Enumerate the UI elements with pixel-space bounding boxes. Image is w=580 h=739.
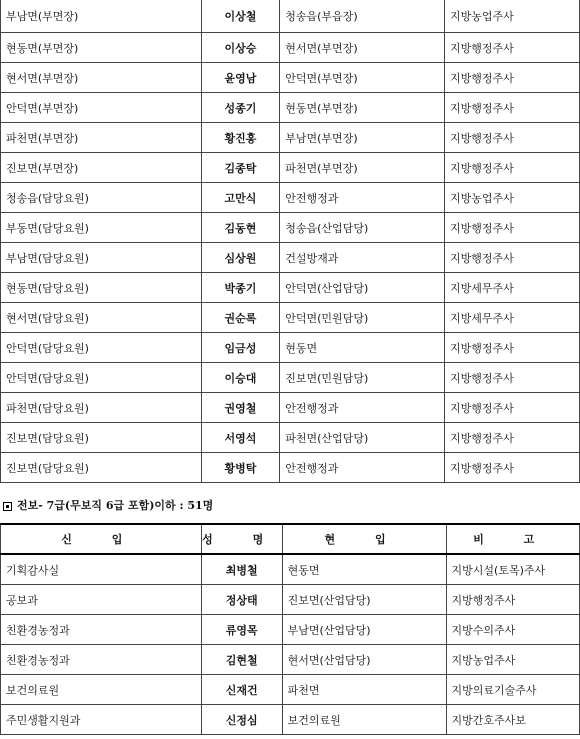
cell-new-post: 현동면(부면장): [1, 33, 202, 63]
cell-note: 지방의료기술주사: [446, 675, 579, 705]
cell-new-post: 기획감사실: [1, 554, 202, 585]
cell-current: 안덕면(민원담당): [280, 303, 445, 333]
table-row: [1, 393, 580, 423]
cell-current: 청송읍(부읍장): [280, 0, 445, 33]
cell-current: 부남면(산업담당): [282, 615, 446, 645]
header-current: 현 입: [282, 524, 446, 554]
cell-current: 안덕면(부면장): [280, 63, 445, 93]
cell-new-post: 안덕면(담당요원): [1, 363, 202, 393]
table-row: [1, 273, 580, 303]
cell-new-post: 주민생활지원과: [1, 705, 202, 735]
cell-name: 김동현: [201, 213, 280, 243]
cell-current: 파천면(산업담당): [280, 423, 445, 453]
cell-current: 파천면(부면장): [280, 153, 445, 183]
cell-note: 지방농업주사: [444, 183, 579, 213]
cell-current: 현서면(산업담당): [282, 645, 446, 675]
cell-note: 지방행정주사: [444, 213, 579, 243]
cell-new-post: 진보면(부면장): [1, 153, 202, 183]
table-row: [1, 675, 580, 705]
cell-note: 지방행정주사: [444, 123, 579, 153]
cell-name: 정상태: [201, 585, 282, 615]
header-new-post: 신 입: [1, 524, 202, 554]
cell-current: 청송읍(산업담당): [280, 213, 445, 243]
table-row: [1, 33, 580, 63]
table-row: [1, 153, 580, 183]
table-row: [1, 333, 580, 363]
cell-name: 류영목: [201, 615, 282, 645]
cell-name: 권영철: [201, 393, 280, 423]
cell-note: 지방행정주사: [444, 93, 579, 123]
cell-new-post: 진보면(담당요원): [1, 423, 202, 453]
cell-new-post: 부남면(부면장): [1, 0, 202, 33]
cell-name: 고만식: [201, 183, 280, 213]
cell-name: 임금성: [201, 333, 280, 363]
cell-new-post: 친환경농정과: [1, 645, 202, 675]
cell-note: 지방행정주사: [444, 243, 579, 273]
transfer-table-lower: [0, 523, 580, 735]
cell-new-post: 청송읍(담당요원): [1, 183, 202, 213]
cell-current: 현동면: [282, 554, 446, 585]
table-row: [1, 585, 580, 615]
cell-name: 성종기: [201, 93, 280, 123]
table-row: [1, 243, 580, 273]
cell-note: 지방농업주사: [444, 0, 579, 33]
cell-new-post: 현서면(부면장): [1, 63, 202, 93]
cell-note: 지방행정주사: [444, 363, 579, 393]
table-row: [1, 363, 580, 393]
table-row: [1, 0, 580, 33]
cell-current: 현동면: [280, 333, 445, 363]
cell-new-post: 친환경농정과: [1, 615, 202, 645]
table-row: [1, 645, 580, 675]
table-row: [1, 213, 580, 243]
cell-note: 지방세무주사: [444, 303, 579, 333]
table-row: [1, 123, 580, 153]
cell-note: 지방농업주사: [446, 645, 579, 675]
cell-new-post: 안덕면(부면장): [1, 93, 202, 123]
cell-current: 현서면(부면장): [280, 33, 445, 63]
cell-new-post: 안덕면(담당요원): [1, 333, 202, 363]
cell-name: 신정심: [201, 705, 282, 735]
cell-note: 지방시설(토목)주사: [446, 554, 579, 585]
cell-current: 현동면(부면장): [280, 93, 445, 123]
cell-current: 보건의료원: [282, 705, 446, 735]
table-row: [1, 423, 580, 453]
table-row: [1, 615, 580, 645]
cell-name: 최병철: [201, 554, 282, 585]
square-bullet-icon: [3, 502, 12, 511]
cell-current: 안전행정과: [280, 183, 445, 213]
cell-name: 김종탁: [201, 153, 280, 183]
cell-note: 지방행정주사: [444, 453, 579, 483]
cell-note: 지방행정주사: [444, 63, 579, 93]
cell-current: 안전행정과: [280, 393, 445, 423]
table-row: [1, 303, 580, 333]
cell-name: 권순록: [201, 303, 280, 333]
header-name: 성 명: [201, 524, 282, 554]
cell-note: 지방수의주사: [446, 615, 579, 645]
cell-note: 지방세무주사: [444, 273, 579, 303]
table-row: [1, 63, 580, 93]
cell-name: 황병탁: [201, 453, 280, 483]
table-header-row: [1, 524, 580, 554]
cell-current: 부남면(부면장): [280, 123, 445, 153]
table-row: [1, 453, 580, 483]
cell-name: 서영석: [201, 423, 280, 453]
cell-current: 건설방재과: [280, 243, 445, 273]
cell-new-post: 현동면(담당요원): [1, 273, 202, 303]
cell-current: 진보면(산업담당): [282, 585, 446, 615]
cell-current: 안전행정과: [280, 453, 445, 483]
cell-new-post: 파천면(담당요원): [1, 393, 202, 423]
cell-note: 지방행정주사: [444, 393, 579, 423]
cell-name: 이상철: [201, 0, 280, 33]
cell-current: 안덕면(산업담당): [280, 273, 445, 303]
cell-new-post: 현서면(담당요원): [1, 303, 202, 333]
section-heading: [3, 497, 213, 513]
section-title: 전보- 7급(무보직 6급 포함)이하 : 51명: [17, 499, 214, 512]
table-row: [1, 183, 580, 213]
cell-name: 황진홍: [201, 123, 280, 153]
cell-current: 파천면: [282, 675, 446, 705]
cell-name: 신재건: [201, 675, 282, 705]
cell-new-post: 부남면(담당요원): [1, 243, 202, 273]
cell-name: 심상원: [201, 243, 280, 273]
cell-note: 지방행정주사: [444, 423, 579, 453]
cell-new-post: 공보과: [1, 585, 202, 615]
header-note: 비 고: [446, 524, 579, 554]
cell-new-post: 진보면(담당요원): [1, 453, 202, 483]
cell-new-post: 부동면(담당요원): [1, 213, 202, 243]
cell-note: 지방간호주사보: [446, 705, 579, 735]
table-row: [1, 93, 580, 123]
table-row: [1, 554, 580, 585]
cell-name: 윤영남: [201, 63, 280, 93]
cell-note: 지방행정주사: [446, 585, 579, 615]
cell-name: 박종기: [201, 273, 280, 303]
cell-name: 이상승: [201, 33, 280, 63]
cell-new-post: 파천면(부면장): [1, 123, 202, 153]
cell-note: 지방행정주사: [444, 333, 579, 363]
cell-note: 지방행정주사: [444, 33, 579, 63]
cell-name: 김현철: [201, 645, 282, 675]
cell-note: 지방행정주사: [444, 153, 579, 183]
cell-current: 진보면(민원담당): [280, 363, 445, 393]
table-row: [1, 705, 580, 735]
cell-name: 이승대: [201, 363, 280, 393]
cell-new-post: 보건의료원: [1, 675, 202, 705]
